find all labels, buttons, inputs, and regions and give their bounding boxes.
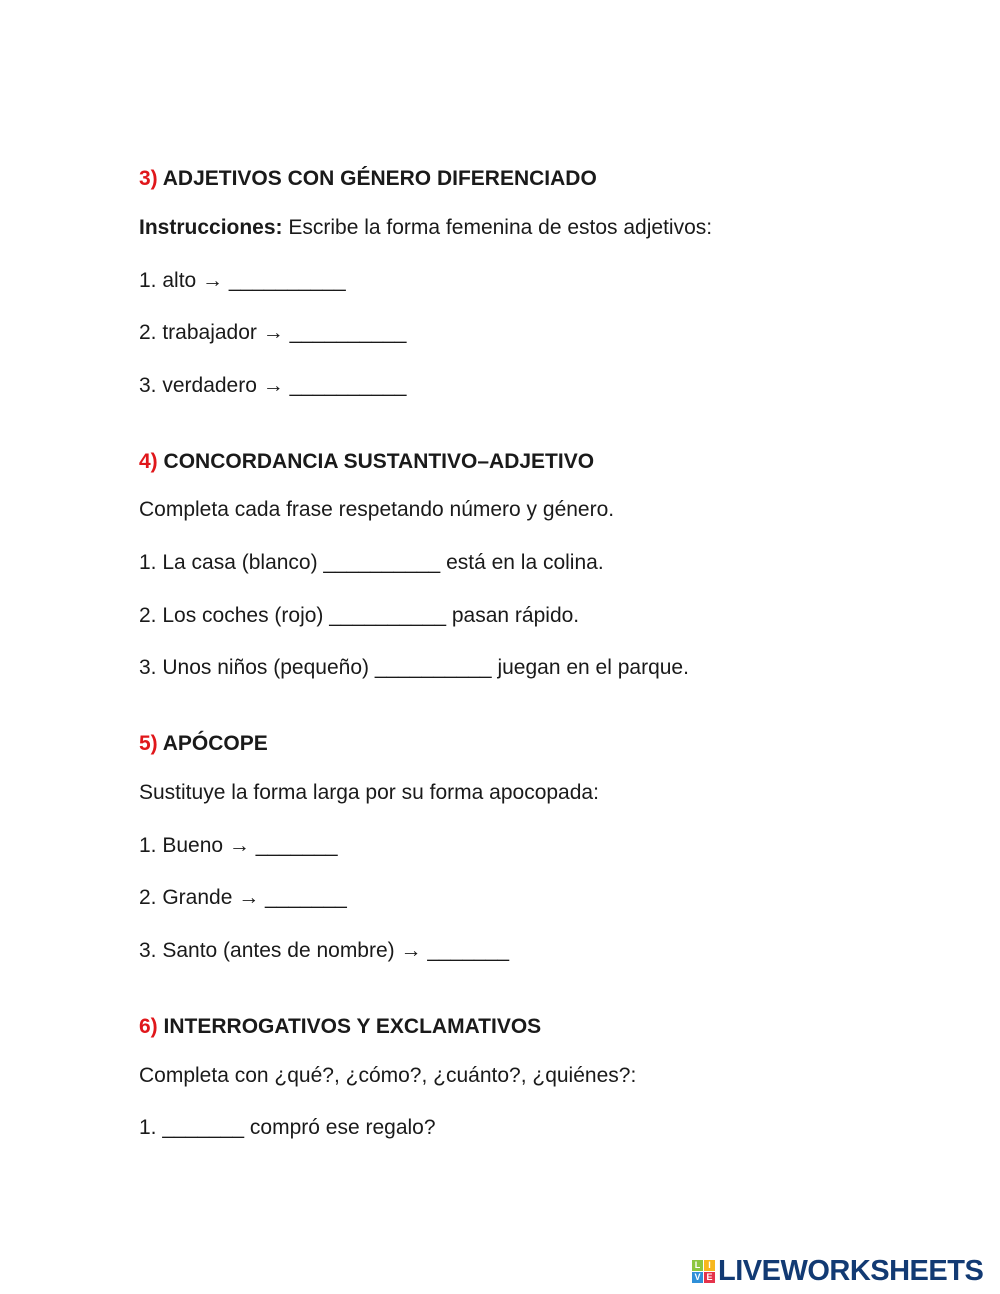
exercise-item[interactable]: 3. Santo (antes de nombre) → _______: [139, 939, 510, 962]
logo-tile: E: [704, 1272, 715, 1283]
exercise-item[interactable]: 1. Bueno → _______: [139, 834, 338, 857]
exercise-item[interactable]: 1. La casa (blanco) __________ está en la colina.: [139, 551, 604, 574]
section-number: 5): [139, 732, 158, 755]
instructions: Completa con ¿qué?, ¿cómo?, ¿cuánto?, ¿quiénes?:: [139, 1064, 637, 1087]
logo-tiles-icon: [692, 1260, 715, 1283]
logo-tile: I: [704, 1260, 715, 1271]
section-title: INTERROGATIVOS Y EXCLAMATIVOS: [163, 1015, 542, 1038]
section-heading: [139, 732, 268, 756]
section-number: 3): [139, 167, 158, 190]
exercise-item[interactable]: 2. Grande → _______: [139, 886, 347, 909]
section-number: 6): [139, 1015, 158, 1038]
section-title: CONCORDANCIA SUSTANTIVO–ADJETIVO: [163, 450, 595, 473]
exercise-item[interactable]: 1. _______ compró ese regalo?: [139, 1116, 436, 1139]
instructions: Completa cada frase respetando número y género.: [139, 498, 615, 521]
section-heading: [139, 1015, 541, 1039]
exercise-item[interactable]: 2. Los coches (rojo) __________ pasan rápido.: [139, 604, 580, 627]
exercise-item[interactable]: 3. verdadero → __________: [139, 374, 407, 397]
logo-tile: V: [692, 1272, 703, 1283]
section-title: ADJETIVOS CON GÉNERO DIFERENCIADO: [162, 167, 597, 190]
instruction-label: Instrucciones:: [139, 216, 283, 239]
exercise-item[interactable]: 2. trabajador → __________: [139, 321, 407, 344]
exercise-item[interactable]: 1. alto → __________: [139, 269, 346, 292]
section-heading: [139, 450, 594, 474]
section-number: 4): [139, 450, 158, 473]
section-heading: [139, 167, 597, 191]
liveworksheets-logo: [692, 1255, 983, 1288]
instructions: [139, 216, 712, 240]
instructions: Sustituye la forma larga por su forma apocopada:: [139, 781, 599, 804]
logo-text: LIVEWORKSHEETS: [718, 1255, 984, 1287]
exercise-item[interactable]: 3. Unos niños (pequeño) __________ juegan en el parque.: [139, 656, 689, 679]
section-title: APÓCOPE: [162, 732, 268, 755]
logo-tile: L: [692, 1260, 703, 1271]
instruction-text: Escribe la forma femenina de estos adjetivos:: [282, 216, 713, 239]
